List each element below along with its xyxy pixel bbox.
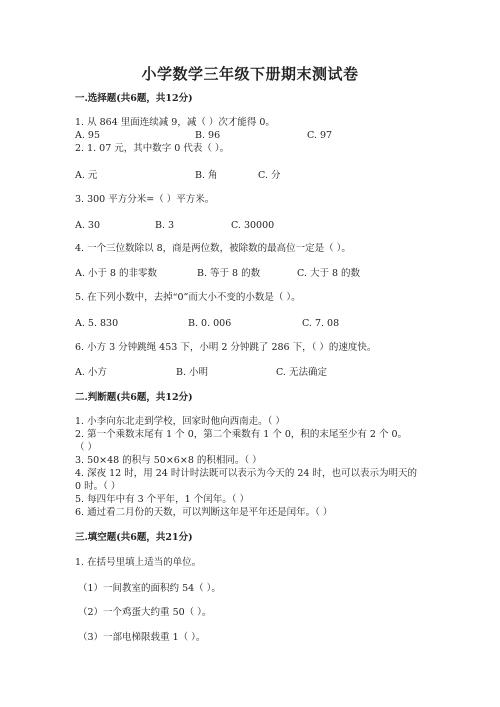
judge-item-continued: （ ）: [75, 442, 98, 453]
fill-subquestion: （2）一个鸡蛋大约重 50（ ）。: [78, 607, 212, 618]
question-3: 3. 300 平方分米=（ ）平方米。: [75, 194, 215, 205]
question-4: 4. 一个三位数除以 8，商是两位数，被除数的最高位一定是（ ）。: [75, 243, 351, 254]
option-a: A. 元: [75, 170, 98, 181]
question-2: 2. 1. 07 元，其中数字 0 代表（ ）。: [75, 143, 230, 154]
option-b: B. 96: [195, 130, 221, 141]
section-heading-judge: 二.判断题(共6题，共12分): [75, 392, 193, 403]
question-5: 5. 在下列小数中，去掉“0”而大小不变的小数是（ ）。: [75, 292, 301, 303]
judge-item: 5. 每四年中有 3 个平年，1 个闰年。（ ）: [75, 494, 250, 505]
option-c: C. 7. 08: [302, 318, 340, 329]
question-6: 6. 小方 3 分钟跳绳 453 下，小明 2 分钟跳了 286 下，（ ）的速度快。: [75, 342, 377, 353]
fill-subquestion: （1）一间教室的面积约 54（ ）。: [78, 583, 221, 594]
question-1: 1. 从 864 里面连续减 9，减（ ）次才能得 0。: [75, 117, 275, 128]
option-b: B. 3: [155, 220, 175, 231]
option-c: C. 97: [307, 130, 333, 141]
option-a: A. 小于 8 的非零数: [75, 268, 157, 279]
option-c: C. 分: [258, 170, 281, 181]
judge-item: 1. 小李向东北走到学校，回家时他向西南走。（ ）: [75, 416, 285, 427]
option-c: C. 无法确定: [276, 367, 327, 378]
judge-item: 2. 第一个乘数末尾有 1 个 0，第二个乘数有 1 个 0，积的末尾至少有 2 个 0。: [75, 429, 408, 440]
option-a: A. 5. 830: [75, 318, 119, 329]
judge-item: 4. 深夜 12 时，用 24 时计时法既可以表示为今天的 24 时，也可以表示为明天的: [75, 468, 417, 479]
option-a: A. 95: [75, 130, 100, 141]
option-c: C. 30000: [231, 220, 275, 231]
judge-item-continued: 0 时。（ ）: [75, 481, 121, 492]
option-b: B. 小明: [176, 367, 209, 378]
option-b: B. 角: [195, 170, 218, 181]
fill-question-1: 1. 在括号里填上适当的单位。: [75, 557, 202, 568]
fill-subquestion: （3）一部电梯限载重 1（ ）。: [78, 632, 206, 643]
section-heading-choice: 一.选择题(共6题，共12分): [75, 93, 193, 104]
option-a: A. 小方: [75, 367, 107, 378]
page-title: 小学数学三年级下册期末测试卷: [141, 65, 359, 83]
judge-item: 6. 通过看二月份的天数，可以判断这年是平年还是闰年。（ ）: [75, 507, 333, 518]
judge-item: 3. 50×48 的积与 50×6×8 的积相同。（ ）: [75, 455, 262, 466]
option-b: B. 0. 006: [188, 318, 232, 329]
option-c: C. 大于 8 的数: [297, 268, 361, 279]
section-heading-fill: 三.填空题(共6题，共21分): [75, 532, 193, 543]
option-a: A. 30: [75, 220, 100, 231]
option-b: B. 等于 8 的数: [197, 268, 261, 279]
